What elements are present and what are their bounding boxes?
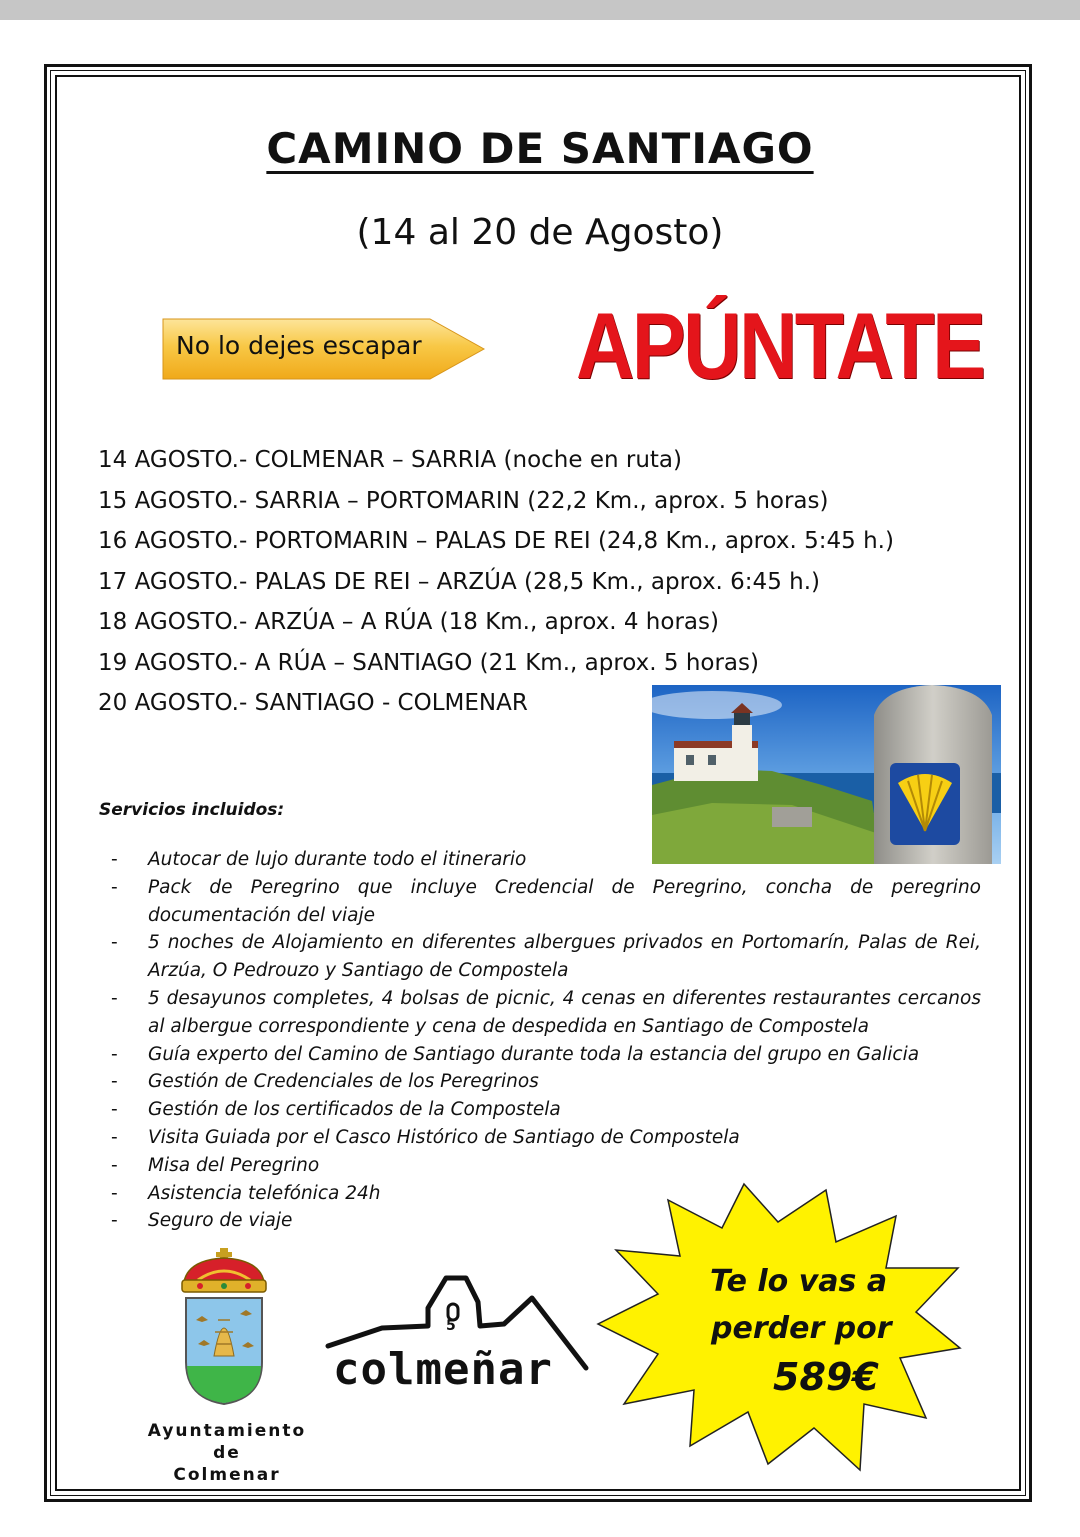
town-hall-line: Ayuntamiento: [147, 1421, 307, 1441]
services-heading: Servicios incluidos:: [99, 800, 285, 820]
service-item: - 5 desayunos completes, 4 bolsas de picnic, 4 cenas en diferentes restaurantes cercanos al albergue correspondiente y cena de despedida en Santiago de Compostela: [111, 985, 981, 1041]
town-hall-line: de: [213, 1443, 241, 1463]
service-item: - Gestión de los certificados de la Compostela: [111, 1096, 981, 1124]
top-strip: [0, 0, 1080, 20]
town-hall-label: [96, 1420, 358, 1486]
itinerary-day: 20 AGOSTO.- SANTIAGO - COLMENAR: [98, 690, 528, 716]
colmenar-logo-text: colmeñar: [333, 1344, 553, 1395]
arrow-banner-label: No lo dejes escapar: [176, 331, 422, 360]
itinerary-day: 19 AGOSTO.- A RÚA – SANTIAGO (21 Km., aprox. 5 horas): [98, 649, 759, 676]
service-item: - Autocar de lujo durante todo el itinerario: [111, 846, 981, 874]
trip-dates: (14 al 20 de Agosto): [356, 212, 724, 253]
service-item: - Misa del Peregrino: [111, 1152, 981, 1180]
service-item: - Visita Guiada por el Casco Histórico de Santiago de Compostela: [111, 1124, 981, 1152]
svg-text:5: 5: [446, 1318, 456, 1334]
itinerary-day: 16 AGOSTO.- PORTOMARIN – PALAS DE REI (24,8 Km., aprox. 5:45 h.): [98, 528, 894, 554]
arrow-banner: [162, 318, 486, 380]
lighthouse-photo: [652, 685, 1001, 864]
itinerary-day: 17 AGOSTO.- PALAS DE REI – ARZÚA (28,5 Km., aprox. 6:45 h.): [98, 568, 820, 595]
itinerary-day: 14 AGOSTO.- COLMENAR – SARRIA (noche en ruta): [98, 447, 682, 473]
coat-of-arms-icon: [178, 1248, 270, 1406]
service-item: - Pack de Peregrino que incluye Credencial de Peregrino, concha de peregrino documentación del viaje: [111, 874, 981, 930]
service-item: - Gestión de Credenciales de los Peregrinos: [111, 1068, 981, 1096]
services-list: [111, 846, 981, 1235]
poster-title: CAMINO DE SANTIAGO: [266, 124, 814, 173]
offer-line-2: perder por: [711, 1311, 892, 1346]
offer-line-1: Te lo vas a: [710, 1264, 888, 1299]
itinerary-day: 18 AGOSTO.- ARZÚA – A RÚA (18 Km., aprox. 4 horas): [98, 609, 719, 635]
offer-price: 589€: [773, 1355, 879, 1399]
itinerary-day: 15 AGOSTO.- SARRIA – PORTOMARIN (22,2 Km., aprox. 5 horas): [98, 487, 829, 514]
service-item: - 5 noches de Alojamiento en diferentes albergues privados en Portomarín, Palas de Rei, Arzúa, O Pedrouzo y Santiago de Compostela: [111, 929, 981, 985]
service-item: - Seguro de viaje: [111, 1207, 981, 1235]
town-hall-line: Colmenar: [173, 1465, 281, 1485]
service-item: - Asistencia telefónica 24h: [111, 1180, 981, 1208]
service-item: - Guía experto del Camino de Santiago durante toda la estancia del grupo en Galicia: [111, 1041, 981, 1069]
signup-headline: APÚNTATE: [576, 293, 984, 398]
